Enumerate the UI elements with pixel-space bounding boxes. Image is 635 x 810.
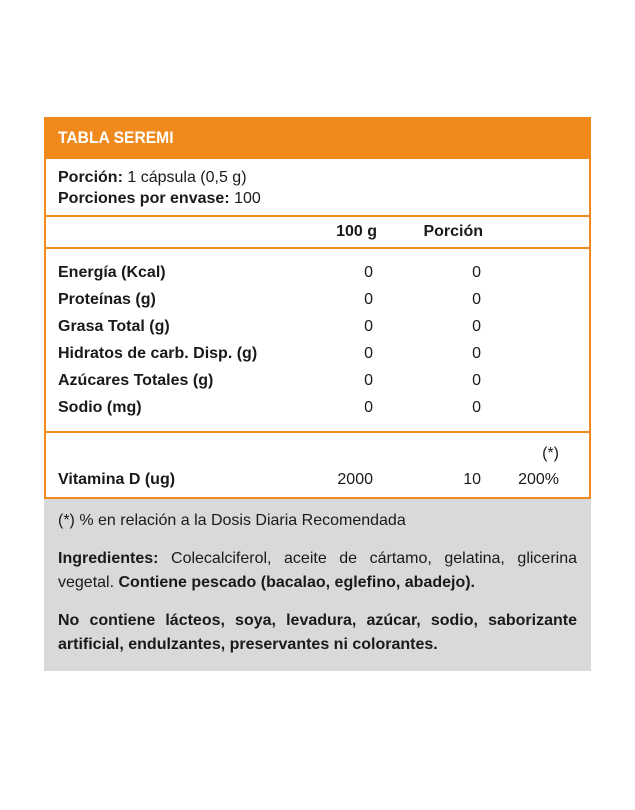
nutrient-value-portion: 0 xyxy=(472,399,481,416)
nutrient-value-100g: 0 xyxy=(364,345,373,362)
vitamin-footnote-marker: (*) xyxy=(542,445,559,462)
nutrient-row xyxy=(46,369,589,396)
vitamin-value-100g: 2000 xyxy=(337,471,373,488)
free-from-statement: No contiene lácteos, soya, levadura, azúcar, sodio, saborizante artificial, endulzantes, preservantes ni colorantes. xyxy=(58,612,577,653)
nutrient-value-100g: 0 xyxy=(364,264,373,281)
vitamin-row xyxy=(46,433,589,497)
column-header-portion: Porción xyxy=(423,223,483,240)
portion-info xyxy=(46,159,589,217)
ingredients-text xyxy=(58,547,577,595)
nutrient-name: Grasa Total (g) xyxy=(58,318,170,335)
serving-size-value: 1 cápsula (0,5 g) xyxy=(127,169,247,186)
nutrient-value-portion: 0 xyxy=(472,291,481,308)
servings-per-container xyxy=(58,188,577,209)
nutrition-label xyxy=(44,117,591,671)
nutrient-value-100g: 0 xyxy=(364,372,373,389)
servings-label: Porciones por envase: xyxy=(58,190,230,207)
nutrient-list xyxy=(46,249,589,433)
label-title: TABLA SEREMI xyxy=(58,128,174,147)
nutrient-name: Azúcares Totales (g) xyxy=(58,372,214,389)
nutrient-value-100g: 0 xyxy=(364,291,373,308)
nutrient-row xyxy=(46,342,589,369)
title-bar xyxy=(44,117,591,159)
nutrient-value-100g: 0 xyxy=(364,399,373,416)
vitamin-name: Vitamina D (ug) xyxy=(58,471,176,488)
vitamin-value-portion: 10 xyxy=(463,471,481,488)
column-headers xyxy=(46,217,589,249)
allergen-warning: Contiene pescado (bacalao, eglefino, abadejo). xyxy=(118,574,475,591)
nutrient-name: Proteínas (g) xyxy=(58,291,156,308)
nutrient-value-portion: 0 xyxy=(472,345,481,362)
ingredients-label: Ingredientes: xyxy=(58,550,159,567)
nutrient-row xyxy=(46,396,589,423)
nutrition-table xyxy=(44,159,591,499)
nutrient-value-portion: 0 xyxy=(472,264,481,281)
nutrient-value-portion: 0 xyxy=(472,372,481,389)
nutrient-name: Hidratos de carb. Disp. (g) xyxy=(58,345,258,362)
nutrient-name: Sodio (mg) xyxy=(58,399,142,416)
nutrient-row xyxy=(46,261,589,288)
nutrient-value-100g: 0 xyxy=(364,318,373,335)
nutrient-value-portion: 0 xyxy=(472,318,481,335)
vitamin-daily-percent: 200% xyxy=(518,471,559,488)
servings-value: 100 xyxy=(234,190,261,207)
notes-section xyxy=(44,499,591,671)
serving-size xyxy=(58,167,577,188)
footnote-text: (*) % en relación a la Dosis Diaria Recomendada xyxy=(58,512,406,529)
serving-size-label: Porción: xyxy=(58,169,123,186)
ingredients-list: Colecalciferol, aceite de cártamo, gelatina, glicerina vegetal. xyxy=(58,550,577,591)
nutrient-row xyxy=(46,288,589,315)
nutrient-name: Energía (Kcal) xyxy=(58,264,166,281)
column-header-100g: 100 g xyxy=(336,223,377,240)
nutrient-row xyxy=(46,315,589,342)
